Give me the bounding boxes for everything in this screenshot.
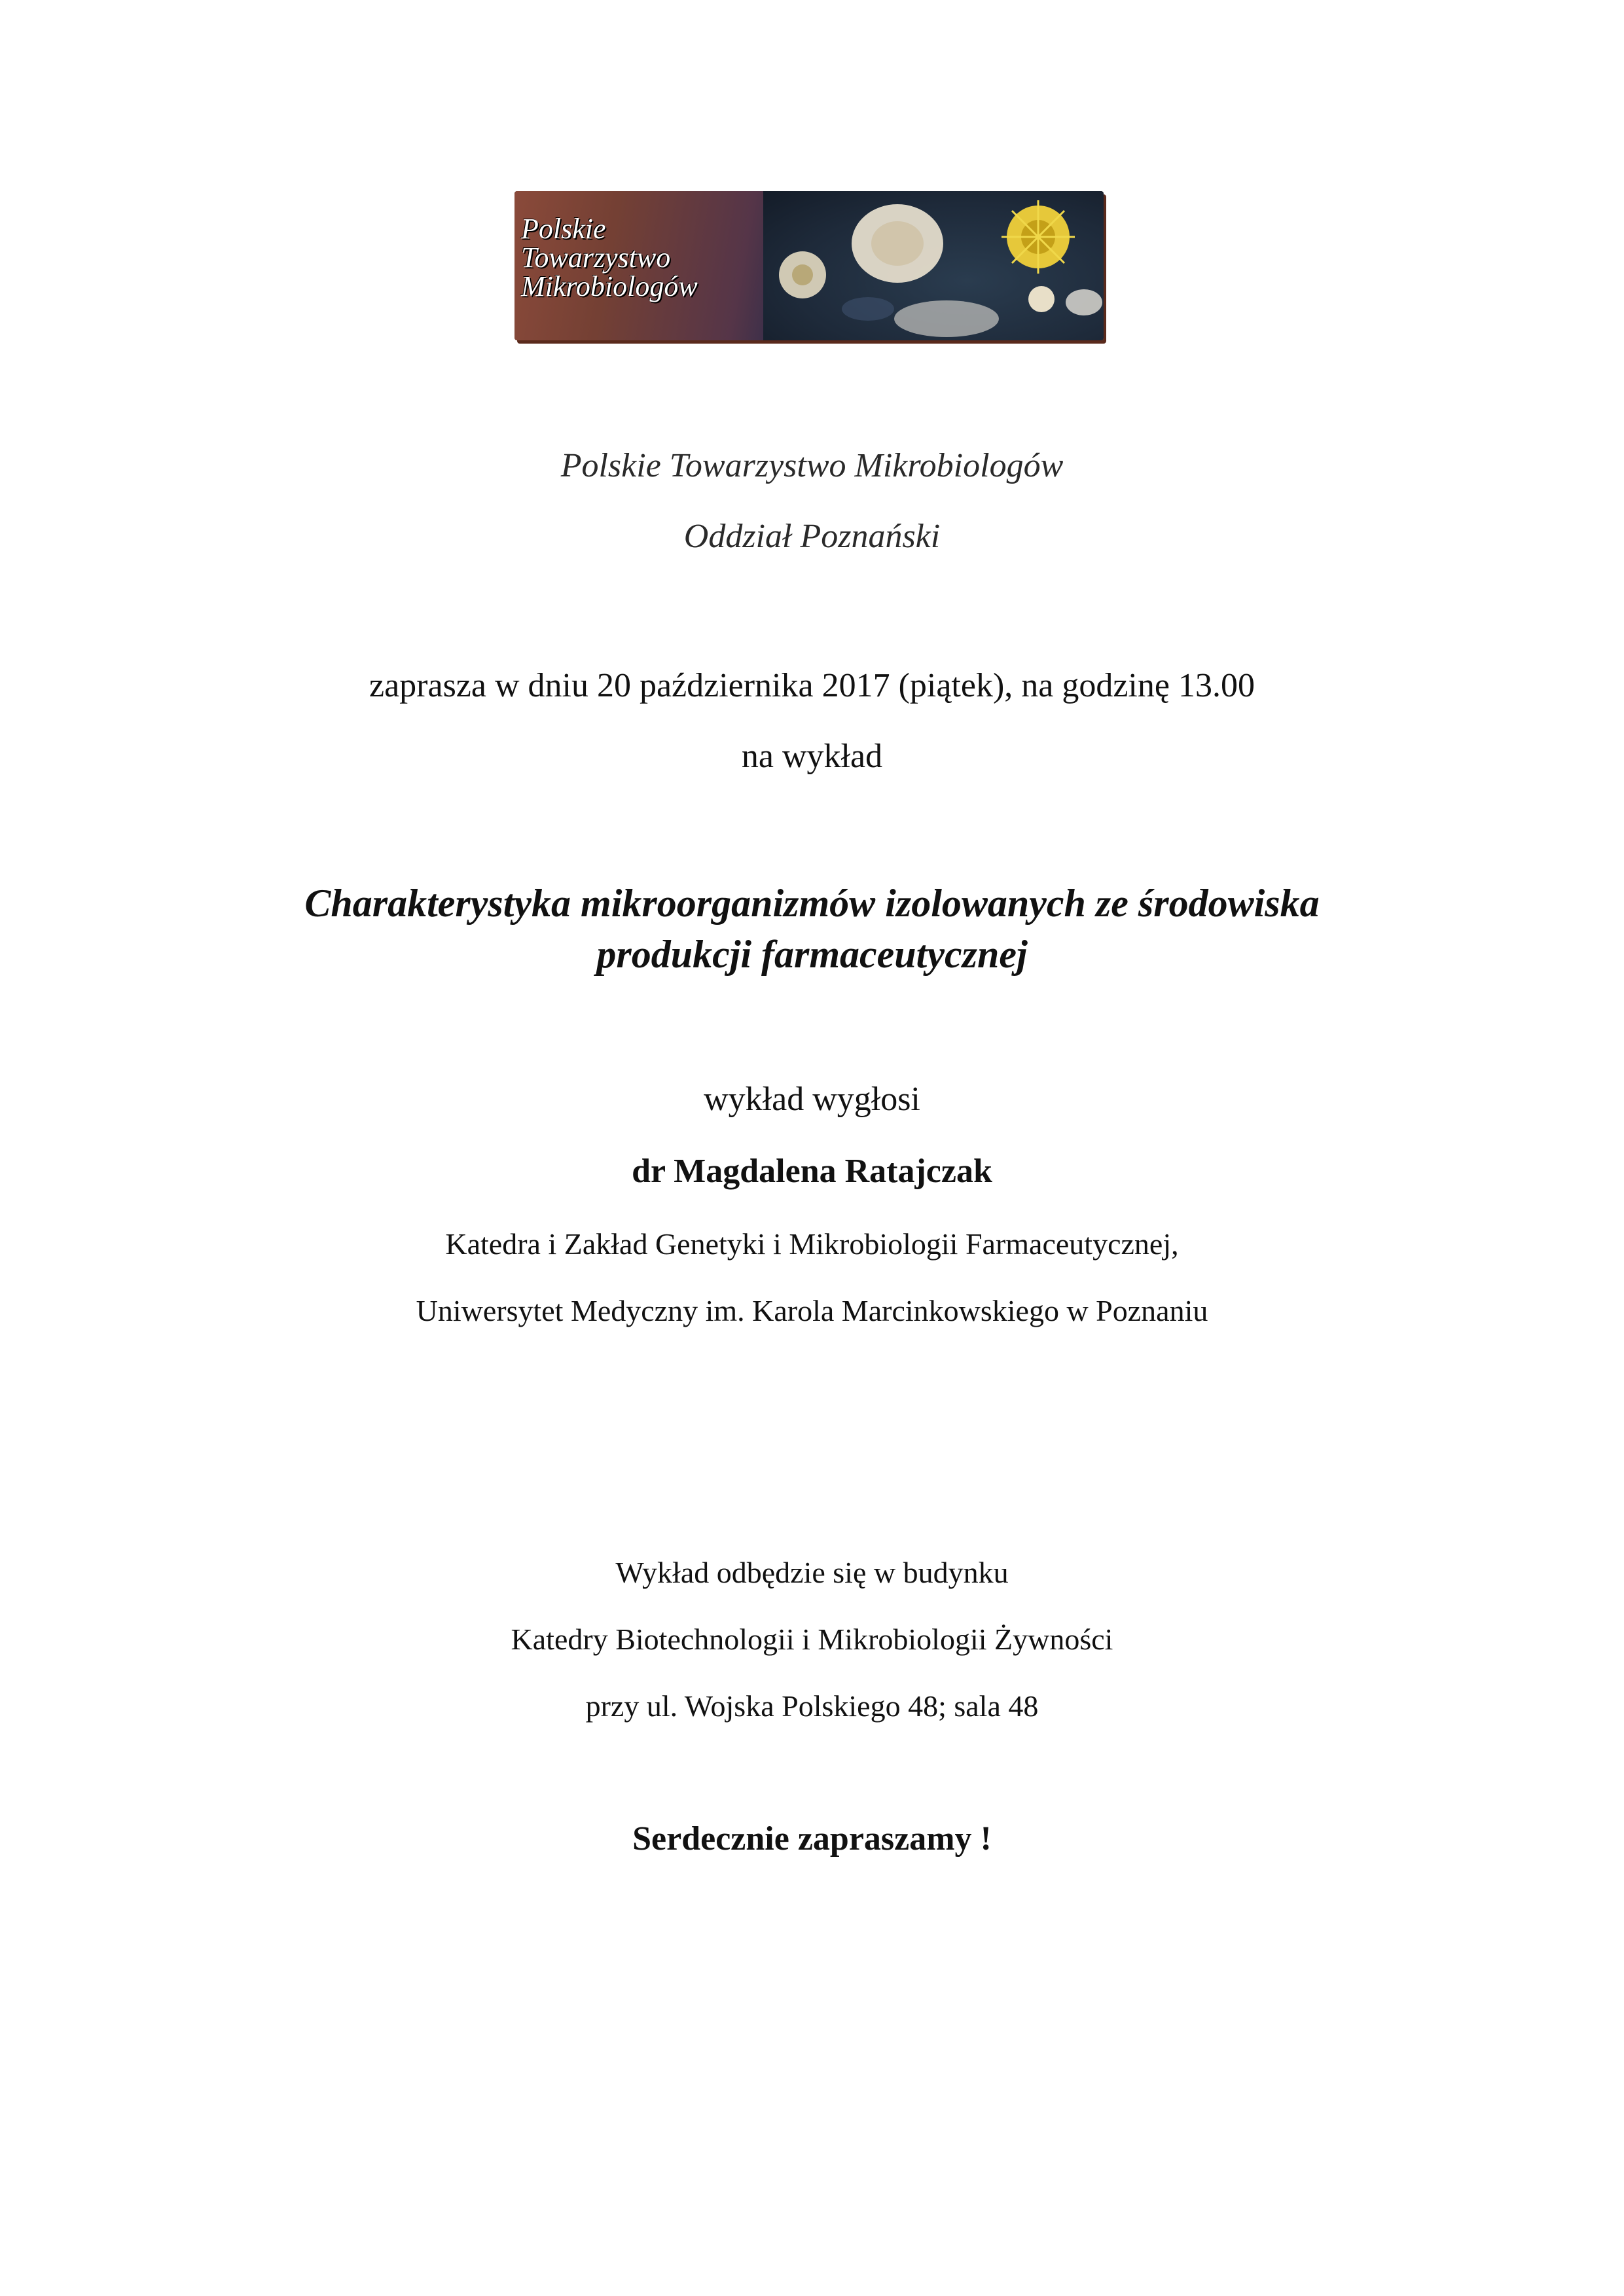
logo-text-line3: Mikrobiologów (521, 270, 698, 302)
closing-greeting: Serdecznie zapraszamy ! (632, 1820, 992, 1857)
lecture-title-line1: Charakterystyka mikroorganizmów izolowanych ze środowiska (304, 882, 1320, 925)
speaker-affiliation-line1: Katedra i Zakład Genetyki i Mikrobiologii Farmaceutycznej, (445, 1227, 1179, 1261)
venue-line2: Katedry Biotechnologii i Mikrobiologii Żywności (511, 1623, 1113, 1656)
venue-line1: Wykład odbędzie się w budynku (615, 1556, 1009, 1589)
lecture-title-line2: produkcji farmaceutycznej (596, 933, 1028, 976)
speaker-name: dr Magdalena Ratajczak (632, 1153, 992, 1190)
society-logo (514, 191, 1104, 340)
speaker-intro: wykład wygłosi (704, 1081, 920, 1118)
invitation-date-line: zaprasza w dniu 20 października 2017 (piątek), na godzinę 13.00 (369, 667, 1255, 704)
venue-line3: przy ul. Wojska Polskiego 48; sala 48 (585, 1689, 1039, 1723)
invitation-lecture-line: na wykład (741, 738, 883, 775)
branch-name: Oddział Poznański (683, 518, 941, 555)
logo-text-line2: Towarzystwo (521, 242, 671, 274)
speaker-affiliation-line2: Uniwersytet Medyczny im. Karola Marcinkowskiego w Poznaniu (416, 1294, 1208, 1327)
organization-name: Polskie Towarzystwo Mikrobiologów (560, 447, 1064, 484)
logo-text-line1: Polskie (521, 213, 606, 245)
logo-text (521, 215, 698, 301)
